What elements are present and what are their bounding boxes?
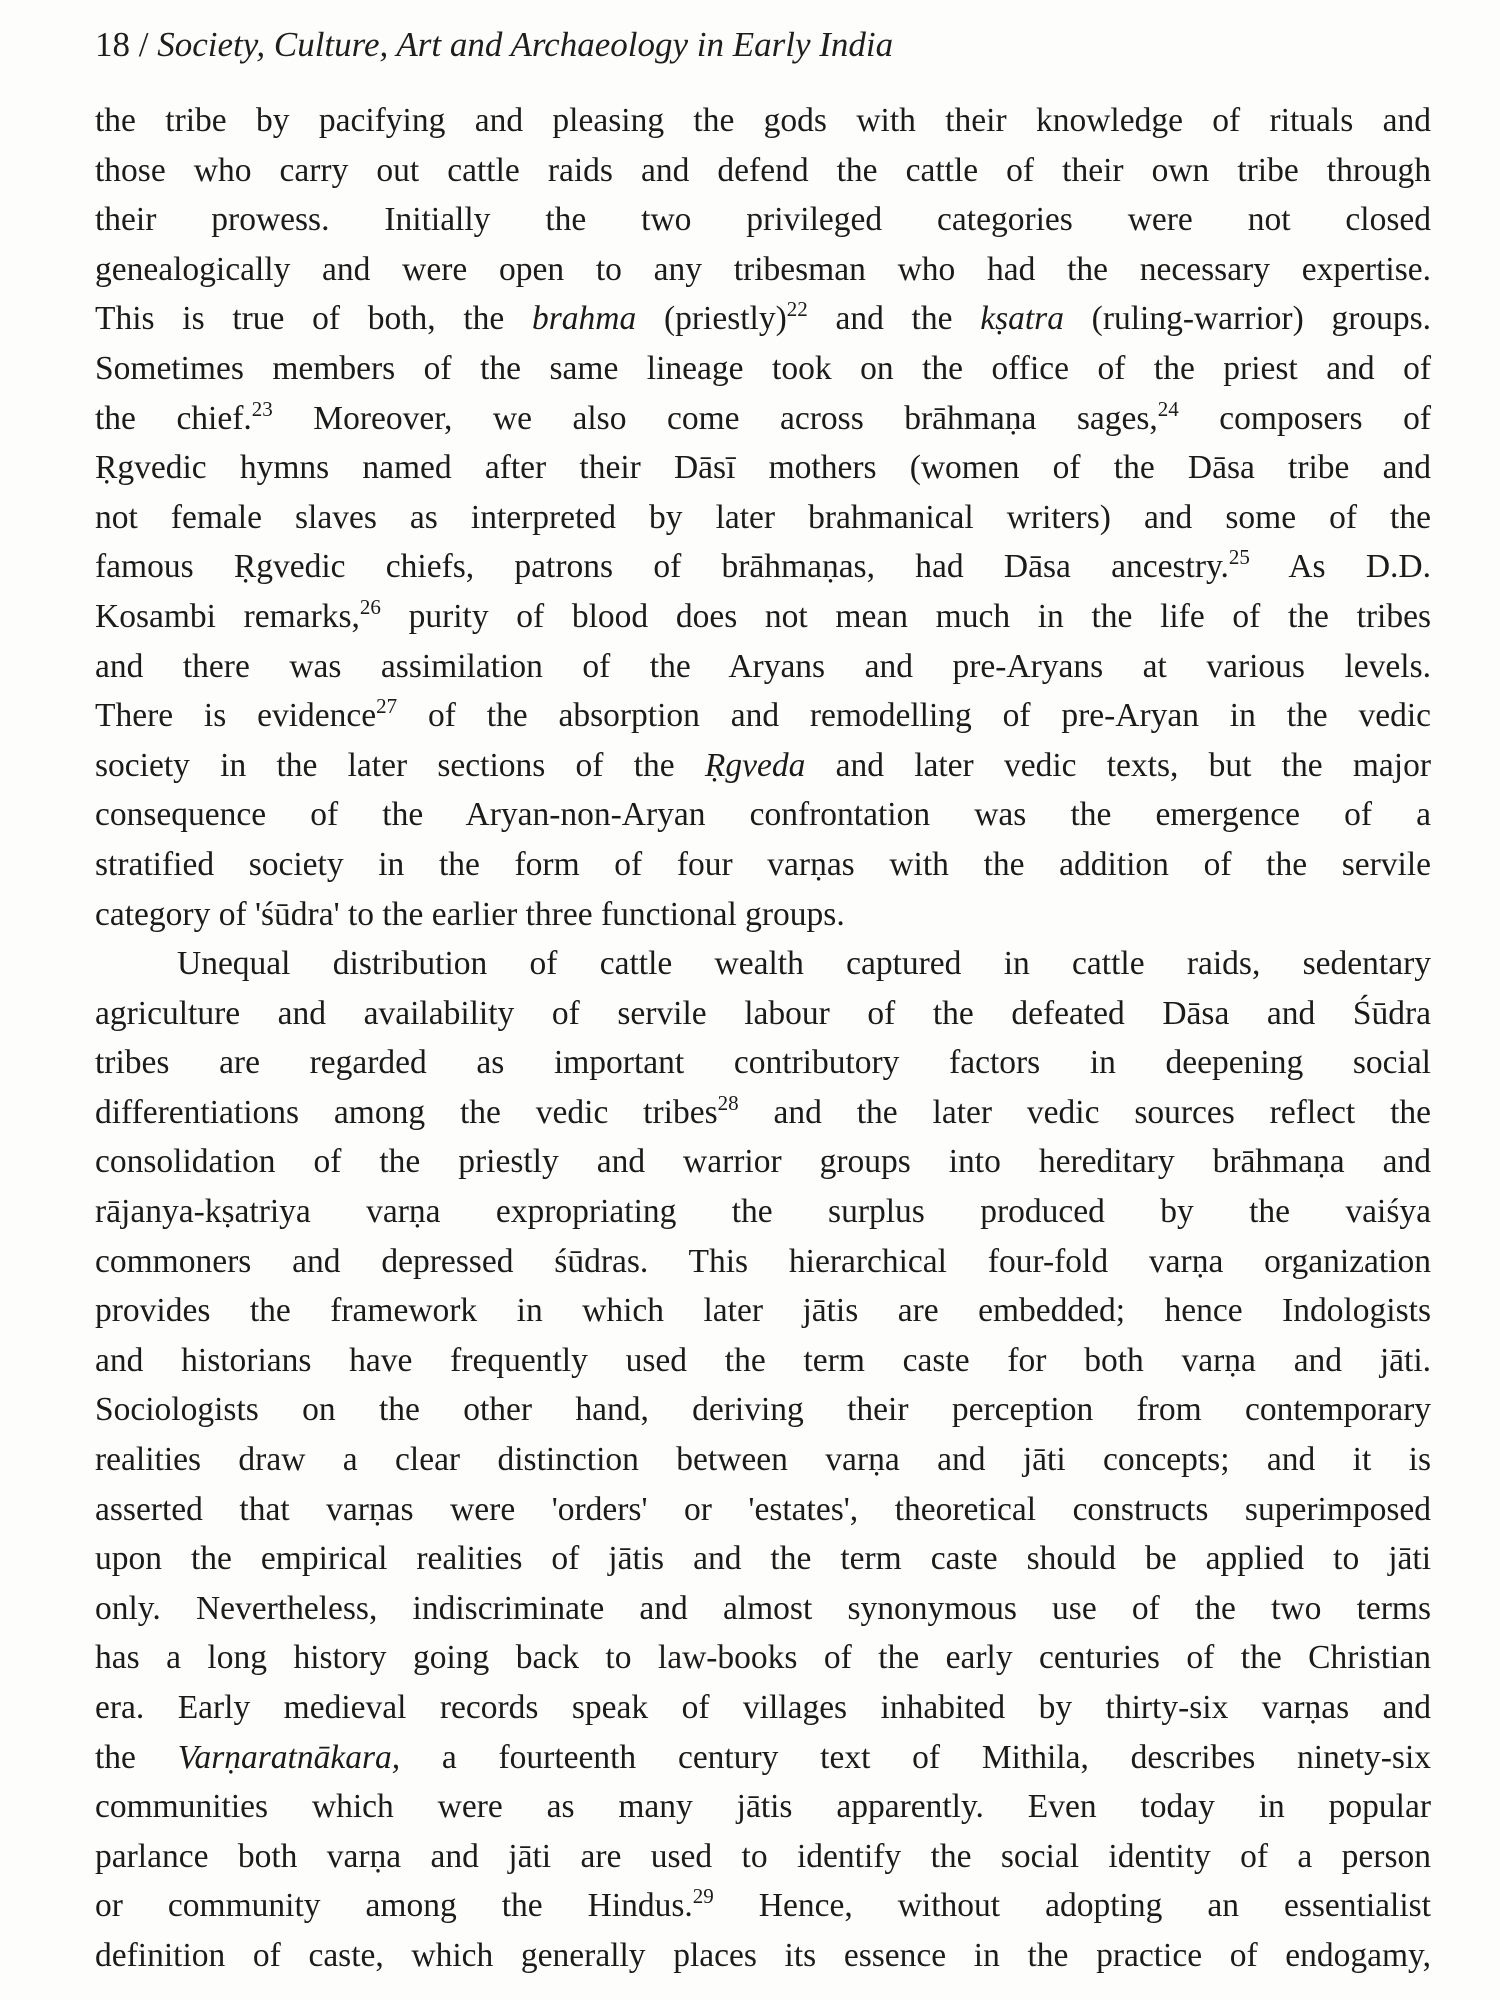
text-line <box>95 1733 1431 1783</box>
text-run: the tribe by pacifying and pleasing the gods with their knowledge of rituals and <box>95 102 1431 139</box>
footnote-ref: 29 <box>692 1884 714 1909</box>
footnote-ref: 27 <box>376 694 398 719</box>
text-line <box>95 1534 1431 1584</box>
text-run: era. Early medieval records speak of villages inhabited by thirty-six varṇas and <box>95 1689 1431 1726</box>
text-line <box>95 1782 1431 1832</box>
page-number: 18 <box>95 25 130 64</box>
text-run: consolidation of the priestly and warrior groups into hereditary brāhmaṇa and <box>95 1143 1431 1181</box>
text-line <box>95 1336 1431 1386</box>
text-run: Moreover, we also come across brāhmaṇa sages, <box>272 399 1158 437</box>
text-run: tribes are regarded as important contributory factors in deepening social <box>95 1044 1431 1082</box>
text-line <box>95 245 1431 295</box>
text-run: purity of blood does not mean much in the life of the tribes <box>380 597 1431 635</box>
text-run: Ṛgvedic hymns named after their Dāsī mothers (women of the Dāsa tribe and <box>95 449 1431 487</box>
text-line <box>95 642 1431 692</box>
text-run: and there was assimilation of the Aryans and pre-Aryans at various levels. <box>95 647 1431 685</box>
text-run: genealogically and were open to any tribesman who had the necessary expertise. <box>95 250 1431 288</box>
text-run: a fourteenth century text of Mithila, describes ninety-six <box>400 1738 1431 1776</box>
text-line <box>95 939 1431 989</box>
text-run: provides the framework in which later jātis are embedded; hence Indologists <box>95 1292 1431 1330</box>
text-run: As D.D. <box>1249 548 1431 586</box>
text-line <box>95 1286 1431 1336</box>
text-line <box>95 1832 1431 1882</box>
italic-term: brahma <box>532 300 637 338</box>
text-run: and the later vedic sources reflect the <box>738 1093 1431 1131</box>
text-run: has a long history going back to law-books of the early centuries of the Christian <box>95 1639 1431 1677</box>
text-run: commoners and depressed śūdras. This hierarchical four-fold varṇa organization <box>95 1242 1431 1280</box>
text-run: and historians have frequently used the term caste for both varṇa and jāti. <box>95 1341 1431 1379</box>
footnote-ref: 24 <box>1157 396 1179 421</box>
running-header <box>95 20 893 70</box>
text-run: the chief. <box>95 399 252 437</box>
text-run: those who carry out cattle raids and defend the cattle of their own tribe through <box>95 151 1431 189</box>
text-run: Unequal distribution of cattle wealth captured in cattle raids, sedentary <box>177 945 1431 983</box>
text-line <box>95 1435 1431 1485</box>
text-run: only. Nevertheless, indiscriminate and almost synonymous use of the two terms <box>95 1589 1431 1627</box>
text-line <box>95 1633 1431 1683</box>
text-line <box>95 443 1431 493</box>
italic-term: kṣatra <box>980 300 1064 338</box>
text-run: Hence, without adopting an essentialist <box>713 1887 1431 1925</box>
text-run: upon the empirical realities of jātis and the term caste should be applied to jāti <box>95 1540 1431 1578</box>
text-run: asserted that varṇas were 'orders' or 'estates', theoretical constructs superimposed <box>95 1490 1431 1528</box>
text-line <box>95 146 1431 196</box>
text-run: and later vedic texts, but the major <box>805 746 1431 784</box>
text-run: and the <box>807 300 981 338</box>
text-run: not female slaves as interpreted by later brahmanical writers) and some of the <box>95 498 1431 536</box>
text-line <box>95 741 1431 791</box>
text-run: consequence of the Aryan-non-Aryan confrontation was the emergence of a <box>95 796 1431 834</box>
text-run: (priestly) <box>636 300 787 338</box>
text-run: Sociologists on the other hand, deriving their perception from contemporary <box>95 1391 1431 1429</box>
text-run: famous Ṛgvedic chiefs, patrons of brāhmaṇas, had Dāsa ancestry. <box>95 548 1229 586</box>
text-line <box>95 96 1431 146</box>
footnote-ref: 26 <box>359 594 381 619</box>
text-run: category of 'śūdra' to the earlier three functional groups. <box>95 895 845 933</box>
text-line <box>95 840 1431 890</box>
text-run: realities draw a clear distinction between varṇa and jāti concepts; and it is <box>95 1441 1431 1479</box>
text-run: differentiations among the vedic tribes <box>95 1093 718 1131</box>
text-line <box>95 1881 1431 1931</box>
text-run: Kosambi remarks, <box>95 597 360 635</box>
text-line <box>95 394 1431 444</box>
text-run: definition of caste, which generally places its essence in the practice of endogamy, <box>95 1936 1431 1974</box>
footnote-ref: 25 <box>1228 545 1250 570</box>
text-run: There is evidence <box>95 697 377 735</box>
text-line <box>95 1584 1431 1634</box>
text-line <box>95 691 1431 741</box>
text-line <box>95 890 1431 940</box>
text-line <box>95 989 1431 1039</box>
text-run: (ruling-warrior) groups. <box>1063 300 1432 338</box>
text-line <box>95 1137 1431 1187</box>
text-run: of the absorption and remodelling of pre-Aryan in the vedic <box>397 697 1431 735</box>
text-run: composers of <box>1178 399 1431 437</box>
text-run: the <box>95 1738 178 1776</box>
text-line <box>95 1931 1431 1981</box>
text-line <box>95 592 1431 642</box>
paragraph <box>95 939 1431 1980</box>
text-line <box>95 1038 1431 1088</box>
footnote-ref: 28 <box>717 1090 739 1115</box>
text-run: rājanya-kṣatriya varṇa expropriating the surplus produced by the vaiśya <box>95 1193 1431 1231</box>
text-line <box>95 542 1431 592</box>
text-run: their prowess. Initially the two privileged categories were not closed <box>95 201 1431 239</box>
text-line <box>95 1485 1431 1535</box>
text-line <box>95 195 1431 245</box>
text-line <box>95 493 1431 543</box>
book-title: Society, Culture, Art and Archaeology in Early India <box>157 25 894 64</box>
paragraph <box>95 96 1431 939</box>
text-line <box>95 1187 1431 1237</box>
text-line <box>95 294 1431 344</box>
text-run: stratified society in the form of four varṇas with the addition of the servile <box>95 845 1431 883</box>
text-line <box>95 1385 1431 1435</box>
italic-term: Varṇaratnākara, <box>177 1738 401 1776</box>
text-run: society in the later sections of the <box>95 746 705 784</box>
text-run: Sometimes members of the same lineage took on the office of the priest and of <box>95 349 1431 387</box>
header-separator: / <box>130 25 158 64</box>
text-run: parlance both varṇa and jāti are used to identify the social identity of a person <box>95 1837 1431 1875</box>
italic-term: Ṛgveda <box>704 746 806 784</box>
text-run: agriculture and availability of servile labour of the defeated Dāsa and Śūdra <box>95 994 1431 1032</box>
text-line <box>95 1683 1431 1733</box>
text-run: communities which were as many jātis apparently. Even today in popular <box>95 1788 1431 1826</box>
text-line <box>95 344 1431 394</box>
footnote-ref: 23 <box>251 396 273 421</box>
footnote-ref: 22 <box>786 297 808 322</box>
text-line <box>95 1237 1431 1287</box>
text-run: This is true of both, the <box>95 300 533 338</box>
text-line <box>95 790 1431 840</box>
text-line <box>95 1088 1431 1138</box>
body-text <box>95 96 1431 1981</box>
text-run: or community among the Hindus. <box>95 1887 693 1925</box>
